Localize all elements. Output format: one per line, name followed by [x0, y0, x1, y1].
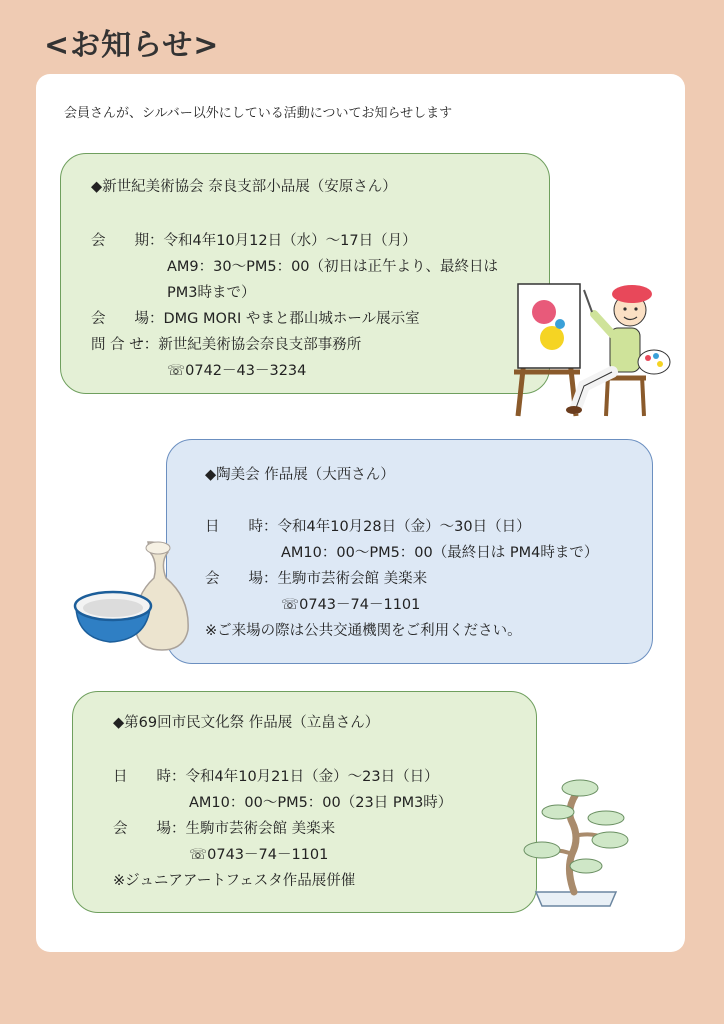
event-phone: ☏0743－74－1101	[189, 847, 329, 863]
venue-label: 会 場：	[113, 821, 186, 837]
event-time-line-1: AM10：00～PM5：00（最終日は PM4時まで）	[281, 545, 599, 561]
event-time-line-1: AM10：00～PM5：00（23日 PM3時）	[189, 795, 453, 811]
venue-label: 会 場：	[205, 571, 278, 587]
period-value: 令和4年10月28日（金）～30日（日）	[277, 519, 531, 535]
event-period-row	[113, 764, 439, 790]
event-phone: ☏0742－43－3234	[167, 363, 307, 379]
painter-illustration	[506, 276, 676, 422]
period-label: 日 時：	[113, 769, 186, 785]
event-title: ◆新世紀美術協会 奈良支部小品展（安原さん）	[91, 179, 397, 195]
page-title: <お知らせ>	[44, 28, 220, 63]
event-venue-row	[91, 306, 420, 332]
event-period-row	[91, 228, 417, 254]
event-note: ※ご来場の際は公共交通機関をご利用ください。	[205, 623, 522, 639]
period-value: 令和4年10月21日（金）～23日（日）	[185, 769, 439, 785]
period-label: 会 期：	[91, 233, 164, 249]
event-box-pottery	[166, 439, 653, 664]
venue-value: 生駒市芸術会館 美楽来	[277, 571, 428, 587]
event-venue-row	[205, 566, 427, 592]
contact-value: 新世紀美術協会奈良支部事務所	[158, 337, 362, 353]
event-time-line-1: AM9：30～PM5：00（初日は正午より、最終日は	[167, 259, 499, 275]
venue-value: 生駒市芸術会館 美楽来	[185, 821, 336, 837]
event-venue-row	[113, 816, 335, 842]
event-period-row	[205, 514, 531, 540]
contact-label: 問 合 せ：	[91, 337, 159, 353]
venue-label: 会 場：	[91, 311, 164, 327]
event-title: ◆第69回市民文化祭 作品展（立畠さん）	[113, 715, 380, 731]
intro-text: 会員さんが、シルバー以外にしている活動についてお知らせします	[64, 106, 453, 121]
period-label: 日 時：	[205, 519, 278, 535]
event-contact-row	[91, 332, 361, 358]
bonsai-illustration	[522, 774, 632, 910]
event-phone: ☏0743－74－1101	[281, 597, 421, 613]
venue-value: DMG MORI やまと郡山城ホール展示室	[163, 311, 420, 327]
event-title: ◆陶美会 作品展（大西さん）	[205, 467, 395, 483]
event-box-art-association	[60, 153, 550, 394]
pottery-illustration	[70, 538, 196, 654]
event-note: ※ジュニアアートフェスタ作品展併催	[113, 873, 356, 889]
period-value: 令和4年10月12日（水）～17日（月）	[163, 233, 417, 249]
event-time-line-2: PM3時まで）	[167, 285, 256, 301]
event-box-culture-festival	[72, 691, 537, 913]
